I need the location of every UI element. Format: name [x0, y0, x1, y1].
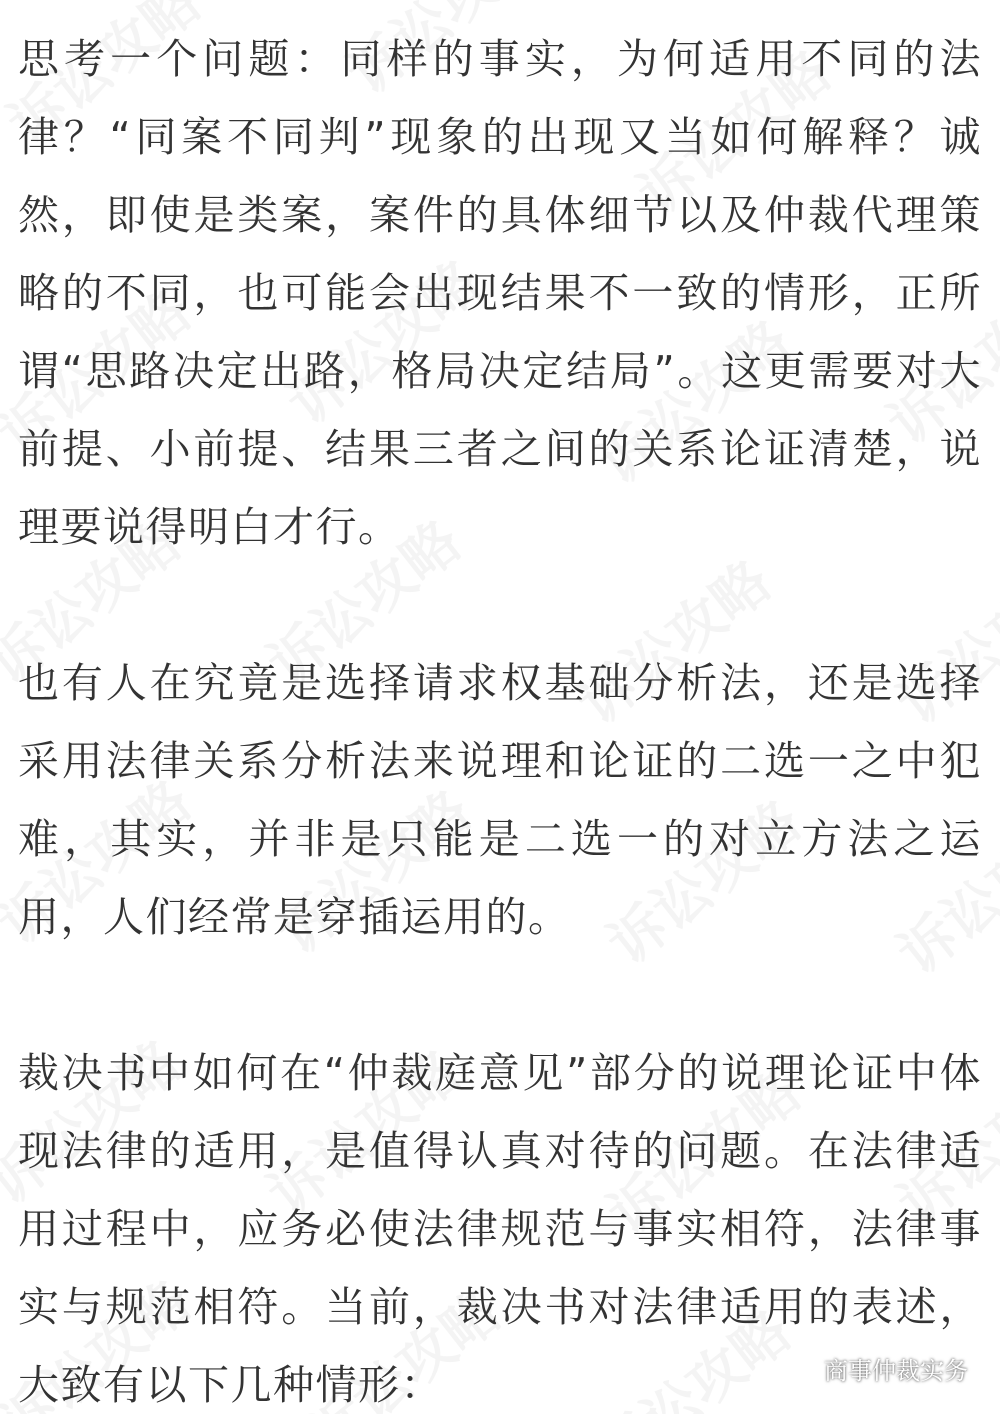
- account-watermark: [786, 1351, 968, 1386]
- paragraph: 也有人在究竟是选择请求权基础分析法，还是选择采用法律关系分析法来说理和论证的二选一之中犯难，其实，并非是只能是二选一的对立方法之运用，人们经常是穿插运用的。: [18, 659, 982, 941]
- account-name: 商事仲裁实务: [824, 1357, 968, 1385]
- article-body: [18, 20, 982, 1424]
- paragraph: 思考一个问题：同样的事实，为何适用不同的法律？“同案不同判”现象的出现又当如何解释？诚然，即使是类案，案件的具体细节以及仲裁代理策略的不同，也可能会出现结果不一致的情形，正所谓“思路决定出路，格局决定结局”。这更需要对大前提、小前提、结果三者之间的关系论证清楚，说理要说得明白才行。: [18, 35, 982, 551]
- wechat-icon: [786, 1356, 816, 1382]
- paragraph: 裁决书中如何在“仲裁庭意见”部分的说理论证中体现法律的适用，是值得认真对待的问题。在法律适用过程中，应务必使法律规范与事实相符，法律事实与规范相符。当前，裁决书对法律适用的表述，大致有以下几种情形：: [18, 1049, 982, 1409]
